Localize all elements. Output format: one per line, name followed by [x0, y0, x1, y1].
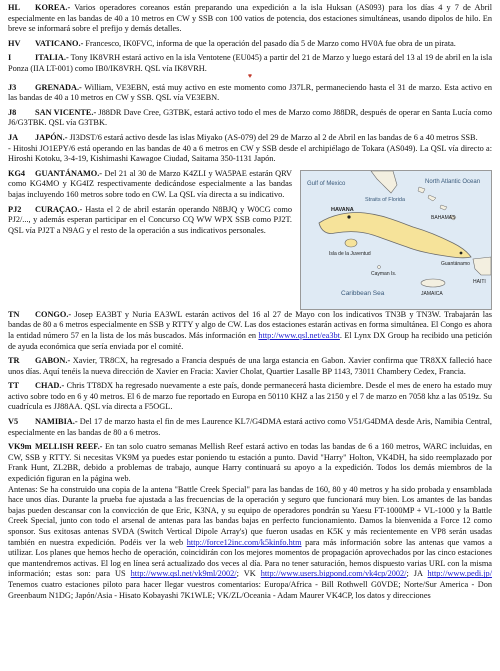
- entry-title: KOREA.-: [35, 3, 71, 12]
- entry-title: GUANTÁNAMO.-: [35, 168, 103, 178]
- entry-japon: [8, 133, 492, 165]
- entry-body-after: . El Lynx DX Group ha recibido una petición de ayuda económica que sería enviada por el comité.: [8, 330, 493, 351]
- map-isla-juventud: [345, 239, 357, 247]
- entry-body: Del 21 al 30 de Marzo K4ZLI y WA5PAE estarán QRV como KG4MO y KG4IZ respectivamente dedicándose especialmente a las bandas bajas incluyendo 160 metros sobre todo en CW. La QSL vía directa a su indicativo.: [8, 168, 292, 199]
- map-label-gulf: Gulf of Mexico: [307, 180, 346, 187]
- entry-body: Tony IK8VRH estará activo en la isla Ventotene (EU045) a partir del 21 de Marzo y luego estará del 13 al 19 de abril en la isla Ponza (IIA LT-001) como IB0/IK8VRH. QSL vía IK8VRH.: [8, 53, 492, 73]
- entry-title: CONGO.-: [35, 309, 72, 319]
- entry-code: PJ2: [8, 204, 22, 214]
- us-mirror-link[interactable]: http://www.qsl.net/vk9ml/2002/: [130, 569, 237, 579]
- map-label-cayman: Cayman Is.: [371, 270, 397, 277]
- entry-code: J3: [8, 82, 17, 92]
- cuba-map: [300, 170, 492, 310]
- cuba-map-svg: [301, 171, 491, 309]
- congo-web-link[interactable]: http://www.qsl.net/ea3bt: [258, 330, 340, 340]
- entry-curacao: [8, 205, 292, 237]
- antenas-text: Antenas: Se ha construido una copia de la antena "Battle Creek Special" para las bandas de 160, 80 y 40 metros y ha sido probada y ensamblada hace unos días. Durante la prueba fue ajustada a las frecuencias de la operación y seguro que funcionará muy bien. Los amantes de las bandas bajas pueden descansar con la convicción de que Eric, K3NA, y su equipo de operadores pondrán su Yaesu FT-1000MP + VL-1000 y la Battle Creek Special, junto con todo el arsenal de antenas para las bandas bajas en perfecto funcionamiento. Damos la bienvenida a Force 12 como sponsor. Sus exitosas antenas SVDA (Switch Vertical Dipole Array's) que fueron usadas en K5K y más recientemente en VP8 serán usadas también en nuestra expedición. Podéis ver la web: [8, 484, 492, 547]
- havana-dot-icon: [347, 215, 350, 218]
- entry-code: TN: [8, 309, 20, 319]
- ja-mirror-link[interactable]: http://www.pedi.jp/: [427, 569, 492, 579]
- force12-link[interactable]: http://force12inc.com/k5kinfo.htm: [186, 537, 302, 547]
- antenas-text-cont: para más información sobre las antenas que vamos a utilizar. Los planes que hemos hecho de operación, coincidirán con los mejores momentos de propagación aprovechados por las cinco estaciones que mantendremos activas. El log en línea será actualizado dos veces al día. Para no tener saturación, hemos dispuesto varias URL con la misma información; estas son: para US: [8, 537, 492, 579]
- entry-body: William, VE3EBN, está muy activo en este momento como J37LR, permaneciendo hasta el 31 de marzo. Esta activo en las bandas de 40 a 10 metros en CW y SSB. QSL vía VE3EBN.: [8, 82, 492, 103]
- entry-vaticano: [8, 39, 492, 50]
- entry-title: GRENADA.-: [35, 82, 82, 92]
- entry-title: SAN VICENTE.-: [35, 107, 97, 117]
- map-label-jamaica: JAMAICA: [421, 290, 443, 297]
- entry-code: TR: [8, 356, 20, 366]
- map-label-bahamas: BAHAMAS: [431, 214, 456, 221]
- entry-body: Del 17 de marzo hasta el fin de mes Laurence KL7/G4DMA estará activo como V51/G4DMA desde Aris, Namibia Central, especialmente en las bandas de 80 a 6 metros.: [8, 417, 492, 437]
- entry-body-continued: - Hitoshi JO1EPY/6 está operando en las bandas de 40 a 6 metros en CW y SSB desde el archipiélago de Tokara (AS049). La QSL vía directo a: Hiroshi Kotoku, 3-4-19, Kishimashi Kawagoe Ciudad, Saitama 350-1131 Japón.: [8, 143, 492, 164]
- entry-korea: [8, 3, 492, 35]
- entry-body: Josep EA3BT y Nuria EA3WL estarán activos del 16 al 27 de Mayo con los indicativos TN3B y TN3W. Trabajarán las bandas de 80 a 6 metros especialmente en SSB y RTTY y algo de CW. Las dos estaciones estarán activas en forma simultánea. El Congo es ahora la entidad número 57 en la lista de los más buscados. Más información en: [8, 309, 492, 340]
- entry-code: J8: [8, 107, 17, 117]
- entry-title: GABON.-: [35, 356, 71, 366]
- entry-code: JA: [8, 132, 19, 142]
- map-cayman: [378, 265, 381, 268]
- entry-title: JAPÓN.-: [35, 132, 68, 142]
- entry-title: CURAÇAO.-: [35, 204, 83, 214]
- entry-title: VATICANO.-: [35, 38, 84, 48]
- entry-chad: [8, 381, 492, 413]
- entry-code: TT: [8, 381, 20, 391]
- entry-title: NAMIBIA.-: [35, 417, 78, 427]
- entry-body: J88DR Dave Cree, G3TBK, estará activo todo el mes de Marzo como J88DR, después de operar en Santa Lucía como J6/G3TBK. QSL vía G3TBK.: [8, 107, 492, 128]
- ja-label: ; JA: [406, 569, 428, 579]
- entry-body: JI3DST/6 estará activo desde las islas Miyako (AS-079) del 29 de Marzo al 2 de Abril en las bandas de 6 a 40 metros SSB.: [67, 132, 478, 142]
- vk-label: ; VK: [236, 569, 261, 579]
- entry-title: CHAD.-: [35, 381, 65, 391]
- entry-title: ITALIA.-: [35, 53, 69, 63]
- entry-body: Varios operadores coreanos están preparando una expedición a la isla Huksan (AS093) para los días 4 y 7 de Abril especialmente en las bandas de 40 a 10 metros en CW y SSB con 100 vatios de potencia, dos estaciones simultáneas, usando dipolos de hilo. En breve se informará sobre el prefijo y demás detalles.: [8, 3, 492, 34]
- map-label-guantanamo: Guantánamo: [441, 260, 470, 267]
- map-jamaica: [421, 279, 445, 287]
- entry-body: En tan solo cuatro semanas Mellish Reef estará activo en todas las bandas de 6 a 160 metros, WARC incluidas, en CW, SSB y RTTY. Si necesitas VK9M ya puedes estar poniendo tu estación a punto. David "Harry" Holton, VK4DH, ha sido reemplazado por Frank Hunt, ZL2BR, debido a problemas de trabajo, aunque Harry continuará su apoyo a la expedición. Todos los demás miembros de la expedición figuran en la página web.: [8, 442, 492, 484]
- map-label-atlantic: North Atlantic Ocean: [425, 178, 481, 185]
- entry-congo: [8, 310, 492, 352]
- map-row: [8, 169, 492, 310]
- entry-san-vicente: [8, 108, 492, 129]
- entry-code: HL: [8, 3, 20, 12]
- entry-title: MELLISH REEF.-: [35, 442, 103, 452]
- entry-gabon: [8, 356, 492, 377]
- entry-body: Hasta el 2 de abril estarán operando N8BJQ y W0CG como PJ2/..., y además esperan participar en el Concurso CQ WW WPX SSB como PJ2T. QSL vía PJ2T a N9AG y el resto de la operación a sus indicativos personales.: [8, 204, 292, 235]
- guantanamo-dot-icon: [460, 251, 463, 254]
- entry-body: Xavier, TR8CX, ha regresado a Francia después de una larga estancia en Gabon. Xavier confirma que TR8XX falleció hace unos días. Aquí tenéis la nueva dirección de Xavier en Fracia: Xavier Cholat, Quartier Lasalle BP 1143, 73011 Chambery Cedex, Francia.: [8, 356, 492, 376]
- pilot-stations-text: Tenemos cuatro estaciones piloto para hacer llegar vuestros comentarios: Europa/Africa - Bill Rothwell G0VDE; Norte/Sur America - Don Greenbaum N1DG; Japón/Asia - Hisato Kobayashi 7K1WLE; VK/ZL/Oceania - Adam Maurer VK4CP, los datos y direcciones: [8, 579, 492, 600]
- entry-code: KG4: [8, 168, 26, 178]
- map-row-text: [8, 169, 292, 310]
- heart-mark-icon: ♥: [247, 71, 253, 80]
- entry-body: Francesco, IK0FVC, informa de que la operación del pasado día 5 de Marzo como HV0A fue obra de un pirata.: [83, 38, 456, 48]
- entry-code: I: [8, 53, 12, 63]
- entry-italia: [8, 53, 492, 78]
- entry-code: V5: [8, 417, 19, 427]
- entry-guantanamo: [8, 169, 292, 201]
- map-label-haiti: HAITI: [473, 278, 486, 285]
- entry-code: HV: [8, 38, 21, 48]
- entry-namibia: [8, 417, 492, 438]
- map-label-strait: Straits of Florida: [365, 196, 406, 203]
- entry-antenas-paragraph: [8, 485, 492, 602]
- map-label-caribbean: Caribbean Sea: [341, 289, 385, 297]
- entry-mellish-reef: [8, 442, 492, 601]
- entry-body: Chris TT8DX ha regresado nuevamente a este país, donde permanecerá hasta diciembre. Desde el mes de enero ha estado muy activo sobre todo en 6 y 40 metros. El 6 de marzo fue reportado en Europa en 50110 KHZ a las 2150 y el 7 de marzo en 7058 khz a las 0519z. Su cuadrícula es JJ88AA. QSL vía directa a F5OGL.: [8, 381, 492, 412]
- entry-code: VK9m: [8, 442, 32, 452]
- map-label-isla: Isla de la Juventud: [329, 250, 371, 257]
- map-label-havana: HAVANA: [331, 206, 354, 213]
- vk-mirror-link[interactable]: http://www.users.bigpond.com/vk4cp/2002/: [260, 569, 407, 579]
- entry-grenada: [8, 83, 492, 104]
